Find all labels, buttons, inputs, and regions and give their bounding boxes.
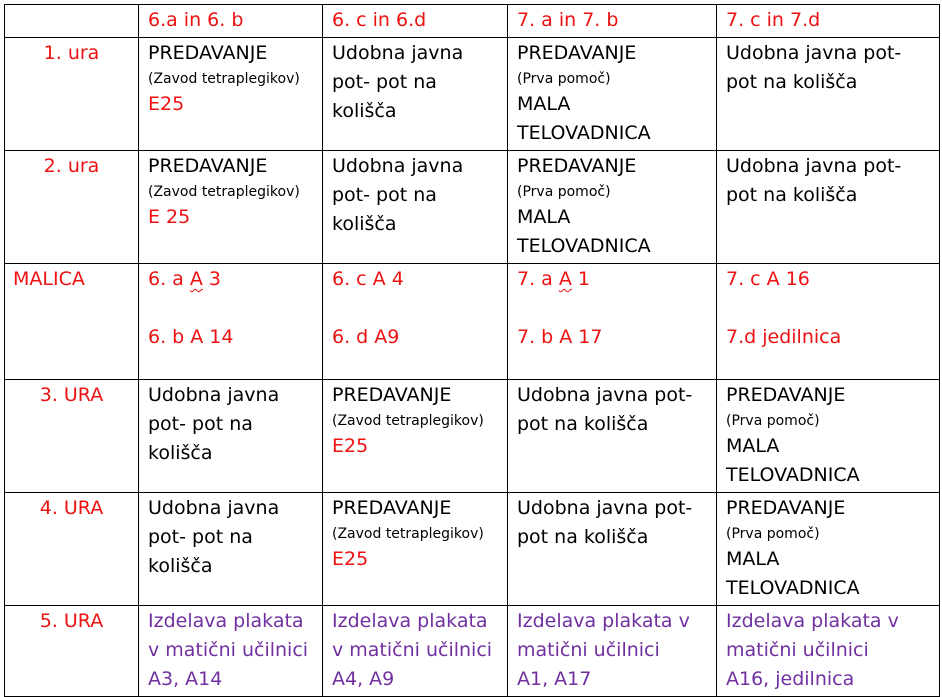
schedule-cell: [717, 380, 940, 493]
activity-line: pot- pot na: [332, 184, 437, 206]
activity-line: pot- pot na: [332, 71, 437, 93]
activity-line: A3, A14: [148, 668, 223, 690]
schedule-row: [5, 606, 940, 697]
activity-line: kolišča: [332, 213, 397, 235]
snack-room-first: [517, 265, 707, 294]
snack-room-second: 6. d A9: [332, 326, 400, 348]
room-label: E25: [332, 548, 369, 570]
activity-line: A4, A9: [332, 668, 395, 690]
lecture-title: PREDAVANJE: [726, 384, 846, 406]
room-label: MALA: [517, 206, 571, 228]
room-label: E25: [332, 435, 369, 457]
activity-line: Udobna javna pot-: [517, 497, 693, 519]
schedule-cell: [508, 151, 717, 264]
spacer: [726, 294, 930, 323]
schedule-row: [5, 38, 940, 151]
schedule-cell: [139, 493, 323, 606]
room-label: MALA: [726, 548, 780, 570]
schedule-row: [5, 264, 940, 380]
row-label: 1. ura: [5, 38, 139, 151]
activity-line: Udobna javna: [148, 497, 280, 519]
activity-line: pot na kolišča: [726, 71, 858, 93]
lecture-title: PREDAVANJE: [726, 497, 846, 519]
snack-room-mark: A: [189, 268, 203, 290]
activity-line: pot na kolišča: [517, 526, 649, 548]
lecture-organizer: (Prva pomoč): [517, 184, 611, 200]
snack-class-prefix: 6. a: [148, 268, 190, 290]
snack-room-second: 6. b A 14: [148, 326, 234, 348]
lecture-organizer: (Prva pomoč): [726, 526, 820, 542]
activity-line: kolišča: [332, 100, 397, 122]
row-label: 4. URA: [5, 493, 139, 606]
room-label: TELOVADNICA: [517, 122, 651, 144]
snack-room-mark: A: [558, 268, 572, 290]
schedule-cell: [323, 380, 508, 493]
schedule-cell: [508, 264, 717, 380]
activity-line: pot na kolišča: [726, 184, 858, 206]
header-row: [5, 5, 940, 38]
schedule-cell: [717, 493, 940, 606]
activity-line: matični učilnici: [517, 639, 660, 661]
activity-line: Udobna javna pot-: [726, 42, 902, 64]
schedule-cell: [139, 264, 323, 380]
room-label: MALA: [517, 93, 571, 115]
spacer: [517, 294, 707, 323]
activity-line: kolišča: [148, 442, 213, 464]
snack-class-prefix: 7. c A 16: [726, 268, 810, 290]
schedule-cell: [508, 380, 717, 493]
column-header: 6.a in 6. b: [139, 5, 323, 38]
schedule-cell: [139, 380, 323, 493]
activity-line: Izdelava plakata: [332, 610, 488, 632]
activity-line: Izdelava plakata v: [726, 610, 899, 632]
room-label: MALA: [726, 435, 780, 457]
schedule-cell: [139, 38, 323, 151]
schedule-cell: [508, 606, 717, 697]
lecture-title: PREDAVANJE: [332, 384, 452, 406]
schedule-row: [5, 493, 940, 606]
activity-line: A16, jedilnica: [726, 668, 855, 690]
snack-room-suffix: 3: [202, 268, 221, 290]
room-label: E25: [148, 93, 185, 115]
lecture-organizer: (Prva pomoč): [517, 71, 611, 87]
snack-class-prefix: 6. c A 4: [332, 268, 404, 290]
schedule-row: [5, 151, 940, 264]
room-label: E 25: [148, 206, 191, 228]
schedule-cell: [323, 38, 508, 151]
activity-line: Izdelava plakata v: [517, 610, 690, 632]
lecture-organizer: (Zavod tetraplegikov): [148, 184, 300, 200]
schedule-cell: [323, 493, 508, 606]
snack-room-first: [148, 265, 313, 294]
row-label: 3. URA: [5, 380, 139, 493]
lecture-title: PREDAVANJE: [517, 155, 637, 177]
spacer: [148, 294, 313, 323]
activity-line: Udobna javna: [332, 155, 464, 177]
activity-line: v matični učilnici: [332, 639, 493, 661]
activity-line: matični učilnici: [726, 639, 869, 661]
activity-line: kolišča: [148, 555, 213, 577]
activity-line: A1, A17: [517, 668, 592, 690]
schedule-cell: [717, 606, 940, 697]
room-label: TELOVADNICA: [726, 577, 860, 599]
row-label: 2. ura: [5, 151, 139, 264]
snack-room-first: [332, 265, 498, 294]
activity-line: pot- pot na: [148, 413, 253, 435]
activity-line: v matični učilnici: [148, 639, 309, 661]
room-label: TELOVADNICA: [517, 235, 651, 257]
lecture-title: PREDAVANJE: [148, 42, 268, 64]
activity-line: Udobna javna pot-: [517, 384, 693, 406]
lecture-title: PREDAVANJE: [332, 497, 452, 519]
lecture-organizer: (Zavod tetraplegikov): [332, 526, 484, 542]
schedule-cell: [717, 264, 940, 380]
column-header: 7. a in 7. b: [508, 5, 717, 38]
activity-line: pot na kolišča: [517, 413, 649, 435]
column-header: 6. c in 6.d: [323, 5, 508, 38]
activity-line: Izdelava plakata: [148, 610, 304, 632]
lecture-organizer: (Zavod tetraplegikov): [148, 71, 300, 87]
snack-room-suffix: 1: [571, 268, 590, 290]
schedule-cell: [323, 264, 508, 380]
activity-line: Udobna javna: [148, 384, 280, 406]
lecture-organizer: (Zavod tetraplegikov): [332, 413, 484, 429]
snack-class-prefix: 7. a: [517, 268, 559, 290]
room-label: TELOVADNICA: [726, 464, 860, 486]
row-label: 5. URA: [5, 606, 139, 697]
lecture-title: PREDAVANJE: [148, 155, 268, 177]
lecture-title: PREDAVANJE: [517, 42, 637, 64]
activity-line: Udobna javna: [332, 42, 464, 64]
schedule-cell: [717, 151, 940, 264]
schedule-cell: [508, 38, 717, 151]
schedule-cell: [508, 493, 717, 606]
schedule-table: [4, 4, 940, 697]
schedule-cell: [139, 151, 323, 264]
header-corner-cell: [5, 5, 139, 38]
snack-room-second: 7.d jedilnica: [726, 326, 842, 348]
column-header: 7. c in 7.d: [717, 5, 940, 38]
row-label: MALICA: [5, 264, 139, 380]
schedule-cell: [323, 606, 508, 697]
schedule-cell: [323, 151, 508, 264]
activity-line: pot- pot na: [148, 526, 253, 548]
schedule-cell: [717, 38, 940, 151]
snack-room-first: [726, 265, 930, 294]
schedule-row: [5, 380, 940, 493]
spacer: [332, 294, 498, 323]
lecture-organizer: (Prva pomoč): [726, 413, 820, 429]
activity-line: Udobna javna pot-: [726, 155, 902, 177]
snack-room-second: 7. b A 17: [517, 326, 603, 348]
schedule-cell: [139, 606, 323, 697]
